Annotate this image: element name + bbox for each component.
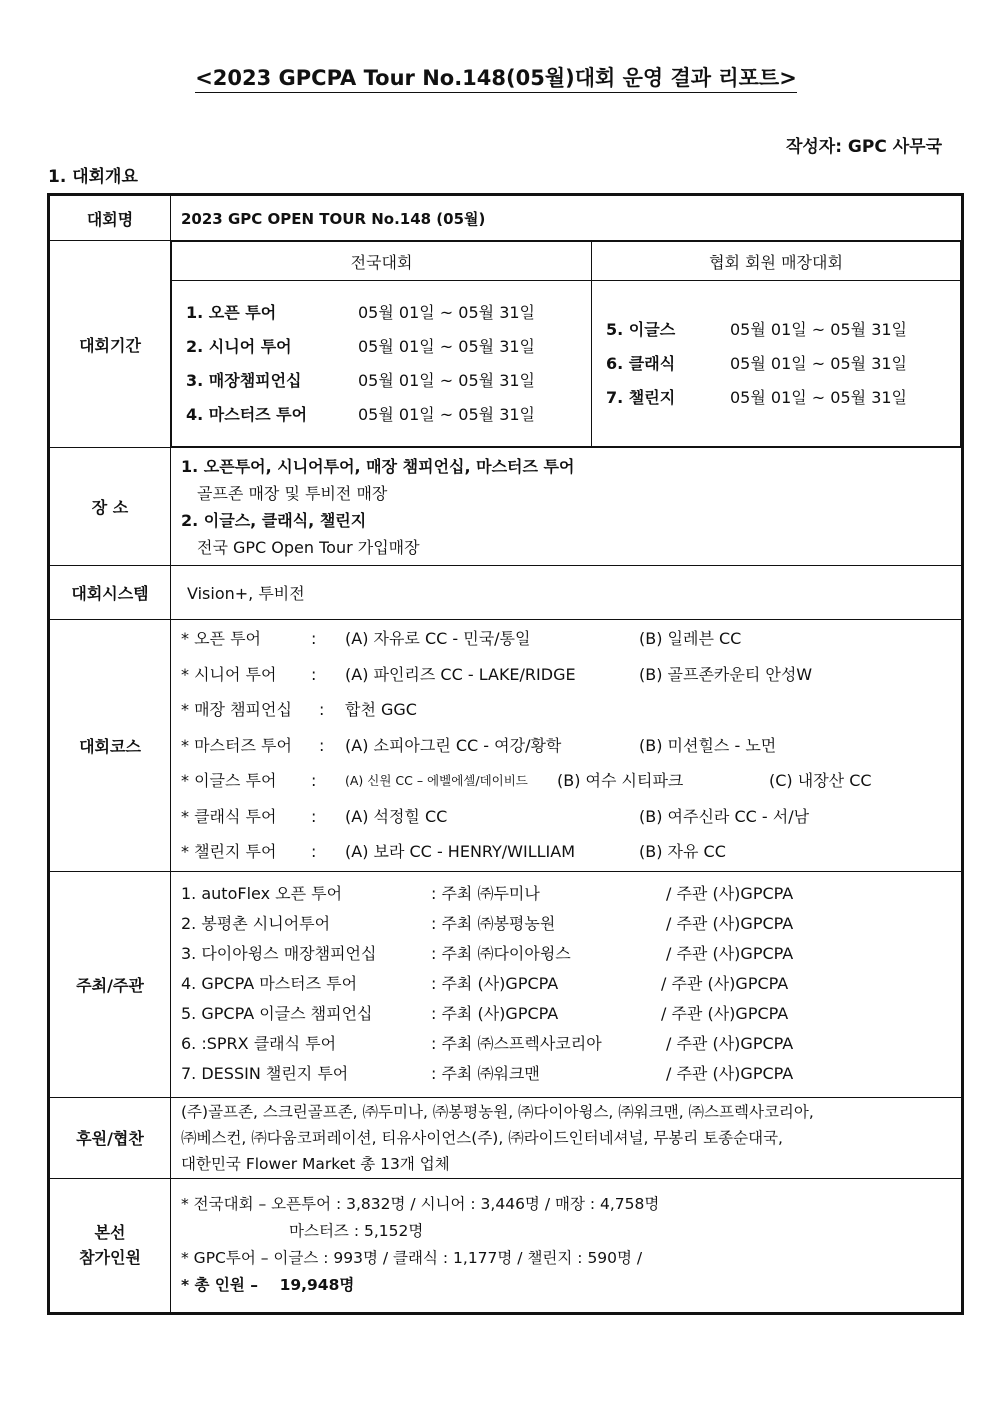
national-item: 1. 오픈 투어 05월 01일 ~ 05월 31일 [186,302,536,322]
system-value: Vision+, 투비전 [171,566,963,620]
venue-value [171,448,963,566]
row-sponsor [49,1097,963,1178]
row-venue [49,448,963,566]
member-list [592,281,961,447]
member-item: 6. 클래식 05월 01일 ~ 05월 31일 [606,353,908,373]
row-course [49,620,963,872]
host-row: 5. GPCPA 이글스 챔피언십 : 주최 (사)GPCPA / 주관 (사)GPCPA [181,1004,789,1023]
host-row: 4. GPCPA 마스터즈 투어 : 주최 (사)GPCPA / 주관 (사)GPCPA [181,974,789,993]
venue-line: 골프존 매장 및 투비전 매장 [197,483,388,503]
venue-line: 1. 오픈투어, 시니어투어, 매장 챔피언십, 마스터즈 투어 [181,456,575,476]
national-item: 2. 시니어 투어 05월 01일 ~ 05월 31일 [186,336,536,356]
participants-value [171,1178,963,1313]
host-row: 6. :SPRX 클래식 투어 : 주최 ㈜스프렉사코리아 / 주관 (사)GPCPA [181,1034,794,1053]
label-sponsor: 후원/협찬 [49,1097,171,1178]
overview-table [47,193,964,1315]
section-heading: 1. 대회개요 [48,167,138,187]
sponsor-value [171,1097,963,1178]
national-item: 4. 마스터즈 투어 05월 01일 ~ 05월 31일 [186,404,536,424]
row-name [49,195,963,241]
venue-line: 2. 이글스, 클래식, 챌린지 [181,510,367,530]
participants-total: * 총 인원 – 19,948명 [181,1276,355,1294]
label-name: 대회명 [49,195,171,241]
national-item: 3. 매장챔피언십 05월 01일 ~ 05월 31일 [186,370,536,390]
report-title: <2023 GPCPA Tour No.148(05월)대회 운영 결과 리포트> [0,62,992,92]
row-host [49,871,963,1097]
participants-line: * GPC투어 – 이글스 : 993명 / 클래식 : 1,177명 / 챌린지 : 590명 / [181,1249,643,1267]
period-table [171,241,961,447]
course-row: * 클래식 투어 : (A) 석정힐 CC (B) 여주신라 CC - 서/남 [181,806,810,826]
course-row: * 오픈 투어 : (A) 자유로 CC - 민국/통일 (B) 일레븐 CC [181,629,742,648]
sponsor-line: ㈜베스컨, ㈜다움코퍼레이션, 티유사이언스(주), ㈜라이드인터네셔널, 무봉리 토종순대국, [181,1128,783,1147]
national-list [172,281,592,447]
course-row: * 매장 챔피언십 : 합천 GGC [181,700,417,719]
course-row-eagles: * 이글스 투어 : (A) 신원 CC – 에벨에셀/데이비드 (B) 여수 시티파크 (C) 내장산 CC [181,771,872,790]
label-course: 대회코스 [49,620,171,872]
course-row: * 챌린지 투어 : (A) 보라 CC - HENRY/WILLIAM (B) 자유 CC [181,842,726,861]
sponsor-line: 대한민국 Flower Market 총 13개 업체 [181,1154,450,1173]
row-participants [49,1178,963,1313]
participants-line: * 전국대회 – 오픈투어 : 3,832명 / 시니어 : 3,446명 / 매장 : 4,758명 [181,1195,660,1213]
host-row: 2. 봉평촌 시니어투어 : 주최 ㈜봉평농원 / 주관 (사)GPCPA [181,914,794,933]
member-item: 5. 이글스 05월 01일 ~ 05월 31일 [606,319,908,339]
label-venue: 장 소 [49,448,171,566]
member-item: 7. 챌린지 05월 01일 ~ 05월 31일 [606,387,908,407]
row-system [49,566,963,620]
venue-line: 전국 GPC Open Tour 가입매장 [197,537,420,557]
host-row: 3. 다이아윙스 매장챔피언십 : 주최 ㈜다이아윙스 / 주관 (사)GPCPA [181,944,794,963]
participants-line: 마스터즈 : 5,152명 [289,1222,424,1240]
label-period: 대회기간 [49,241,171,448]
host-list [171,871,963,1097]
sponsor-line: (주)골프존, 스크린골프존, ㈜두미나, ㈜봉평농원, ㈜다이아윙스, ㈜워크맨, ㈜스프렉사코리아, [181,1102,814,1121]
course-list [171,620,963,872]
author: 작성자: GPC 사무국 [785,137,942,157]
national-head: 전국대회 [172,242,592,281]
label-host: 주최/주관 [49,871,171,1097]
name-value: 2023 GPC OPEN TOUR No.148 (05월) [171,195,963,241]
host-row: 1. autoFlex 오픈 투어 : 주최 ㈜두미나 / 주관 (사)GPCPA [181,884,794,903]
label-system: 대회시스템 [49,566,171,620]
host-row: 7. DESSIN 챌린지 투어 : 주최 ㈜워크맨 / 주관 (사)GPCPA [181,1064,794,1083]
member-head: 협회 회원 매장대회 [592,242,961,281]
course-row: * 시니어 투어 : (A) 파인리즈 CC - LAKE/RIDGE (B) 골프존카운티 안성W [181,664,813,684]
course-row: * 마스터즈 투어 : (A) 소피아그린 CC - 여강/황학 (B) 미션힐스 - 노먼 [181,735,777,755]
row-period [49,241,963,448]
label-participants: 본선 참가인원 [49,1178,171,1313]
